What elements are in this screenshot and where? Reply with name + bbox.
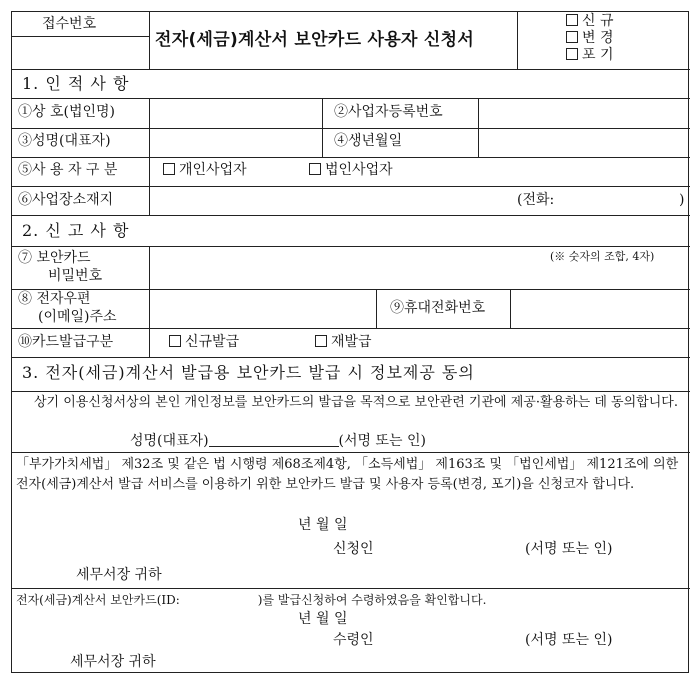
business-reg-number-label: ②사업자등록번호 (334, 104, 443, 120)
checkbox-icon (566, 14, 578, 26)
business-reg-number-field[interactable] (481, 100, 687, 126)
application-date: 년 월 일 (298, 517, 348, 533)
phone-label: (전화: (517, 192, 555, 208)
checkbox-icon (315, 335, 327, 347)
receipt-number-field[interactable] (38, 40, 146, 66)
security-card-id-field[interactable] (180, 592, 258, 604)
card-password-label: ⑦ 보안카드 (18, 250, 91, 266)
email-label-2: (이메일)주소 (38, 309, 117, 325)
option-new[interactable]: 신 규 (566, 14, 614, 29)
receipt-date: 년 월 일 (298, 611, 348, 627)
business-address-label: ⑥사업장소재지 (18, 192, 114, 208)
receipt-number-label: 접수번호 (42, 16, 97, 32)
checkbox-icon (566, 48, 578, 60)
section-consent-title: 3. 전자(세금)계산서 발급용 보안카드 발급 시 정보제공 동의 (22, 363, 475, 382)
card-password-label-2: 비밀번호 (48, 268, 103, 284)
application-statement: 「부가가치세법」 제32조 및 같은 법 시행령 제68조제4항, 「소득세법」 제163조 및 「법인세법」 제121조에 의한 전자(세금)계산서 발급 서비스를 이용하기 위한 보안카드 발급 및 사용자 등록(변경, 포기)을 신청코자 합니다. (16, 457, 679, 492)
user-type-corporate[interactable]: 법인사업자 (309, 163, 393, 178)
issue-type-reissue[interactable]: 재발급 (315, 335, 372, 350)
checkbox-icon (309, 163, 321, 175)
consent-signature-line: 성명(대표자) (서명 또는 인) (130, 433, 426, 449)
mobile-number-field[interactable] (513, 291, 687, 326)
phone-close: ) (679, 192, 685, 208)
applicant-signature[interactable]: (서명 또는 인) (525, 541, 613, 557)
recipient-signature[interactable]: (서명 또는 인) (525, 632, 613, 648)
card-password-note: (※ 숫자의 조합, 4자) (550, 250, 655, 263)
application-form (11, 11, 689, 673)
user-type-label: ⑤사 용 자 구 분 (18, 162, 118, 178)
receipt-addressee: 세무서장 귀하 (70, 654, 156, 670)
checkbox-icon (163, 163, 175, 175)
birth-date-field[interactable] (481, 130, 687, 155)
receipt-confirmation: 전자(세금)계산서 보안카드(ID: )를 발급신청하여 수령하였음을 확인합니다. (16, 593, 487, 607)
card-password-field[interactable] (152, 248, 552, 287)
checkbox-icon (169, 335, 181, 347)
form-title: 전자(세금)계산서 보안카드 사용자 신청서 (155, 30, 475, 50)
section-report-title: 2. 신 고 사 항 (22, 221, 130, 240)
checkbox-icon (566, 31, 578, 43)
business-address-field[interactable] (152, 188, 512, 213)
option-change[interactable]: 변 경 (566, 31, 614, 46)
applicant-label: 신청인 (333, 541, 374, 557)
option-cancel[interactable]: 포 기 (566, 48, 614, 63)
trade-name-label: ①상 호(법인명) (18, 104, 115, 120)
consent-name-field[interactable] (209, 433, 339, 447)
phone-field[interactable] (567, 188, 677, 213)
trade-name-field[interactable] (152, 100, 320, 126)
user-type-individual[interactable]: 개인사업자 (163, 163, 247, 178)
card-issue-type-label: ⑩카드발급구분 (18, 334, 114, 350)
mobile-number-label: ⑨휴대전화번호 (390, 300, 486, 316)
consent-text: 상기 이용신청서상의 본인 개인정보를 보안카드의 발급을 목적으로 보안관련 기관에 제공·활용하는 데 동의합니다. (34, 395, 678, 410)
email-field[interactable] (152, 291, 374, 326)
section-personal-info-title: 1. 인 적 사 항 (22, 74, 130, 93)
representative-name-field[interactable] (152, 130, 320, 155)
recipient-label: 수령인 (333, 632, 374, 648)
application-addressee: 세무서장 귀하 (76, 567, 162, 583)
email-label: ⑧ 전자우편 (18, 291, 91, 307)
representative-name-label: ③성명(대표자) (18, 133, 111, 149)
issue-type-new[interactable]: 신규발급 (169, 335, 239, 350)
birth-date-label: ④생년월일 (334, 133, 403, 149)
